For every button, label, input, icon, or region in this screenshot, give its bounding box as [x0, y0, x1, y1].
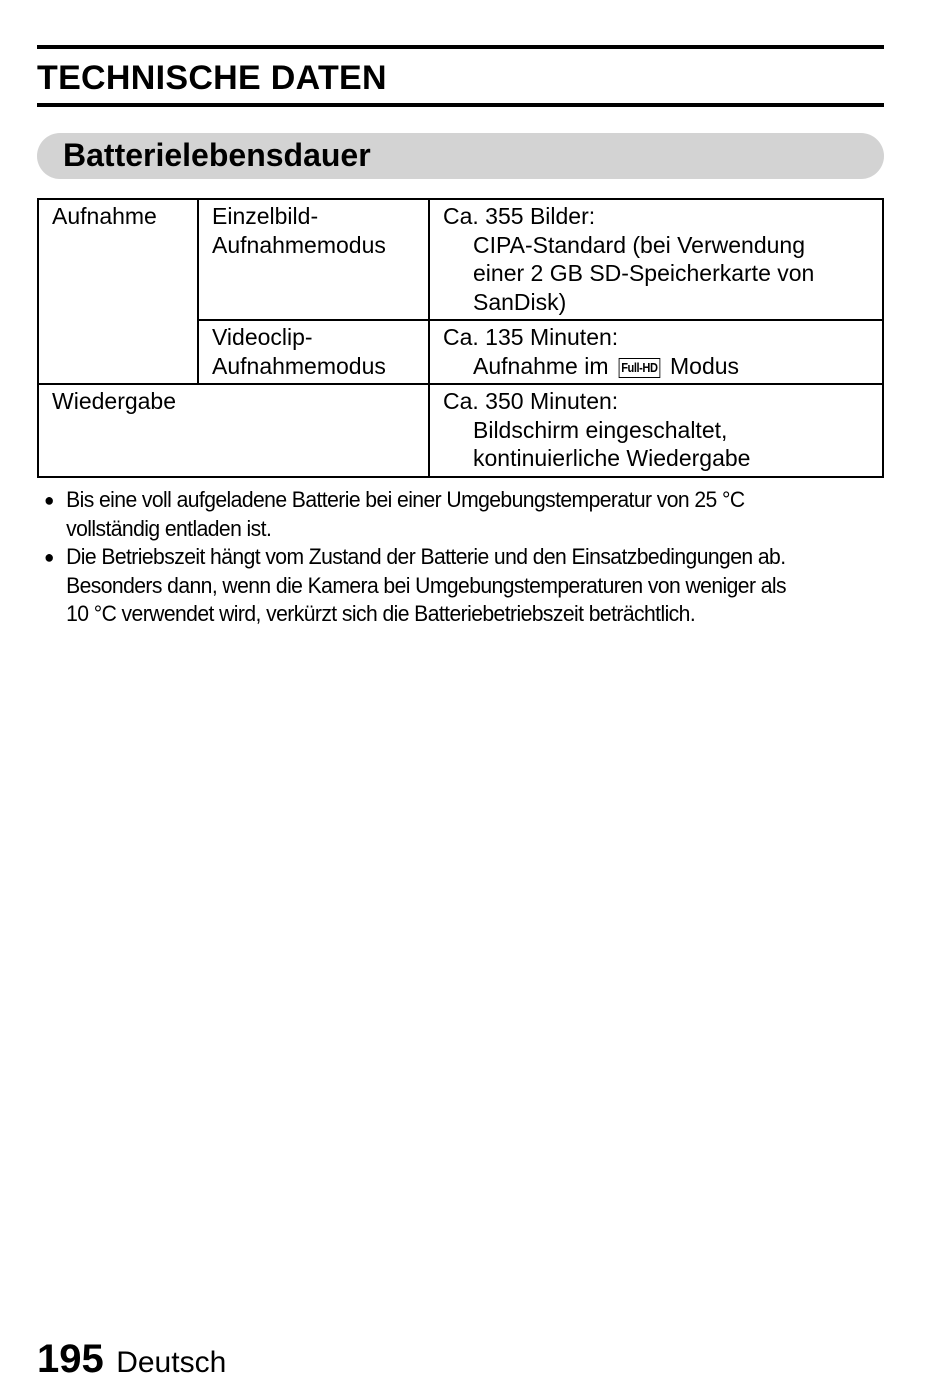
note-line: Die Betriebszeit hängt vom Zustand der Batterie und den Einsatzbedingungen ab. — [66, 544, 786, 569]
table-row — [38, 199, 883, 320]
mode-label-line: Aufnahmemodus — [212, 352, 386, 379]
value-detail-line — [443, 352, 876, 381]
bullet-icon: ● — [44, 490, 54, 510]
table-cell-mode — [198, 199, 429, 320]
mode-label-line: Videoclip- — [212, 324, 313, 350]
table-cell-group — [38, 199, 198, 384]
page-title: TECHNISCHE DATEN — [37, 59, 387, 97]
value-head: Ca. 355 Bilder: — [443, 203, 596, 229]
value-head: Ca. 135 Minuten: — [443, 324, 619, 350]
value-detail-line: kontinuierliche Wiedergabe — [473, 445, 751, 471]
value-head: Ca. 350 Minuten: — [443, 388, 619, 414]
value-detail-after: Modus — [670, 352, 740, 379]
page-footer — [37, 1337, 226, 1382]
page-number: 195 — [37, 1337, 104, 1381]
battery-life-table — [37, 198, 884, 478]
value-detail-line: CIPA-Standard (bei Verwendung — [473, 231, 805, 258]
bullet-icon: ● — [44, 547, 54, 567]
section-title: Batterielebensdauer — [63, 137, 371, 173]
section-header — [37, 133, 884, 179]
note-item — [44, 543, 860, 629]
note-line: Besonders dann, wenn die Kamera bei Umgebungstemperaturen von weniger als — [66, 572, 786, 598]
note-line: Bis eine voll aufgeladene Batterie bei einer Umgebungstemperatur von 25 °C — [66, 487, 745, 512]
mode-label-line: Aufnahmemodus — [212, 231, 386, 258]
mode-label-line: Einzelbild- — [212, 203, 319, 229]
group-label-playback: Wiedergabe — [52, 388, 177, 414]
note-line: 10 °C verwendet wird, verkürzt sich die Batteriebetriebszeit beträchtlich. — [66, 601, 696, 626]
value-detail-line: einer 2 GB SD-Speicherkarte von — [473, 260, 815, 286]
value-detail-before: Aufnahme im — [473, 352, 609, 379]
language-label: Deutsch — [116, 1346, 227, 1379]
value-detail-line: Bildschirm eingeschaltet, — [473, 416, 728, 443]
note-line: vollständig entladen ist. — [66, 515, 272, 541]
table-cell-value — [429, 384, 883, 477]
table-cell-value — [429, 320, 883, 384]
table-cell-group — [38, 384, 429, 477]
group-label-recording: Aufnahme — [52, 203, 157, 229]
notes-list — [44, 486, 860, 629]
page-header — [37, 45, 884, 107]
table-row — [38, 384, 883, 477]
value-detail-line: SanDisk) — [473, 288, 567, 315]
table-cell-value — [429, 199, 883, 320]
table-cell-mode — [198, 320, 429, 384]
note-item — [44, 486, 860, 543]
full-hd-icon: Full-HD — [619, 358, 660, 378]
